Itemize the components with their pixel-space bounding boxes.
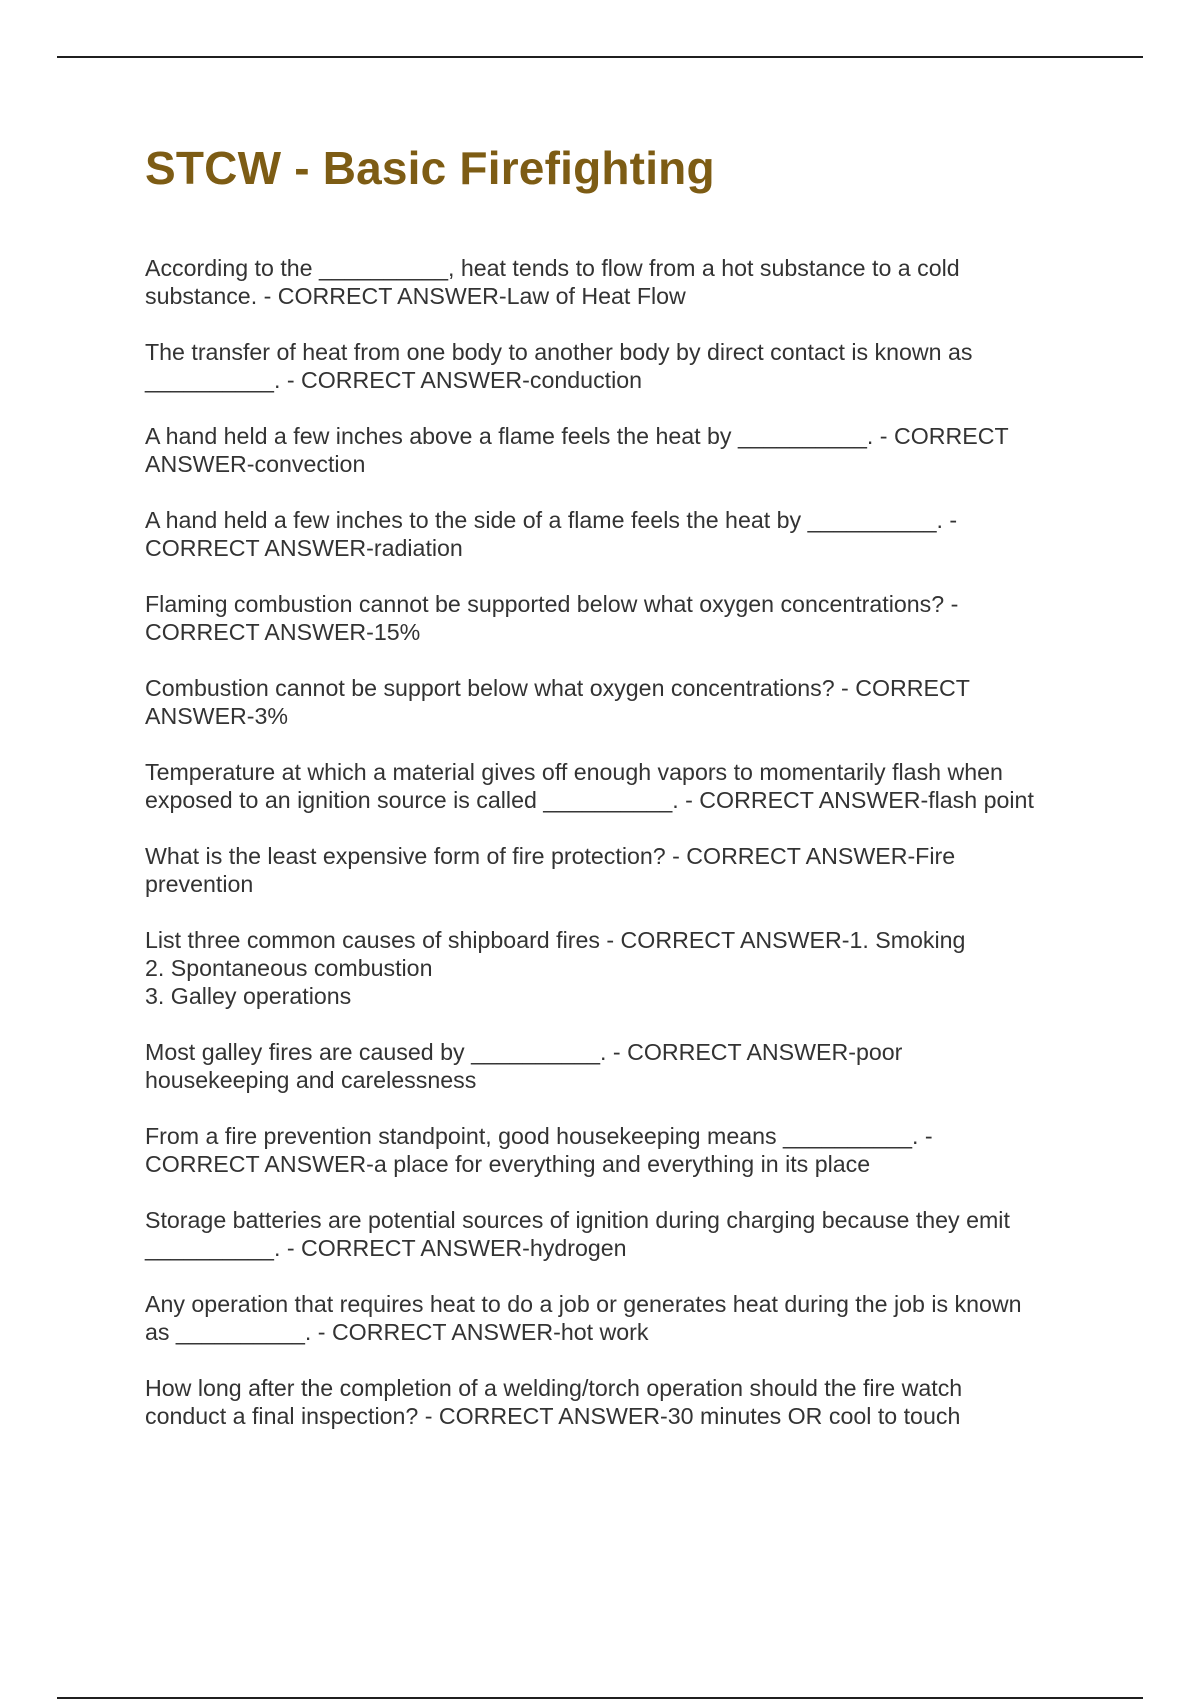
qa-item-7: Temperature at which a material gives off enough vapors to momentarily flash when exposed to an ignition source is called __________. - CORRECT ANSWER-flash point: [145, 759, 1034, 813]
document-title: STCW - Basic Firefighting: [145, 142, 715, 194]
qa-item-13: Any operation that requires heat to do a job or generates heat during the job is known as __________. - CORRECT ANSWER-hot work: [145, 1291, 1022, 1345]
qa-item-6: Combustion cannot be support below what oxygen concentrations? - CORRECT ANSWER-3%: [145, 675, 970, 729]
qa-item-2: The transfer of heat from one body to another body by direct contact is known as __________. - CORRECT ANSWER-conduction: [145, 339, 973, 393]
qa-item-3: A hand held a few inches above a flame feels the heat by __________. - CORRECT ANSWER-convection: [145, 423, 1009, 477]
qa-item-4: A hand held a few inches to the side of a flame feels the heat by __________. - CORRECT ANSWER-radiation: [145, 507, 958, 561]
qa-item-8: What is the least expensive form of fire protection? - CORRECT ANSWER-Fire prevention: [145, 843, 956, 897]
qa-item-11: From a fire prevention standpoint, good housekeeping means __________. - CORRECT ANSWER-a place for everything and everything in its place: [145, 1123, 933, 1177]
qa-item-5: Flaming combustion cannot be supported below what oxygen concentrations? - CORRECT ANSWER-15%: [145, 591, 959, 645]
page-bottom-rule: [57, 1697, 1143, 1699]
qa-item-10: Most galley fires are caused by __________. - CORRECT ANSWER-poor housekeeping and carelessness: [145, 1039, 903, 1093]
qa-item-1: According to the __________, heat tends to flow from a hot substance to a cold substance. - CORRECT ANSWER-Law of Heat Flow: [145, 255, 960, 309]
question-answer-list: [145, 254, 1085, 1458]
qa-item-9: List three common causes of shipboard fires - CORRECT ANSWER-1. Smoking 2. Spontaneous combustion 3. Galley operations: [145, 927, 966, 1009]
page-top-rule: [57, 56, 1143, 58]
qa-item-14: How long after the completion of a welding/torch operation should the fire watch conduct a final inspection? - CORRECT ANSWER-30 minutes OR cool to touch: [145, 1375, 963, 1429]
qa-item-12: Storage batteries are potential sources of ignition during charging because they emit __________. - CORRECT ANSWER-hydrogen: [145, 1207, 1010, 1261]
